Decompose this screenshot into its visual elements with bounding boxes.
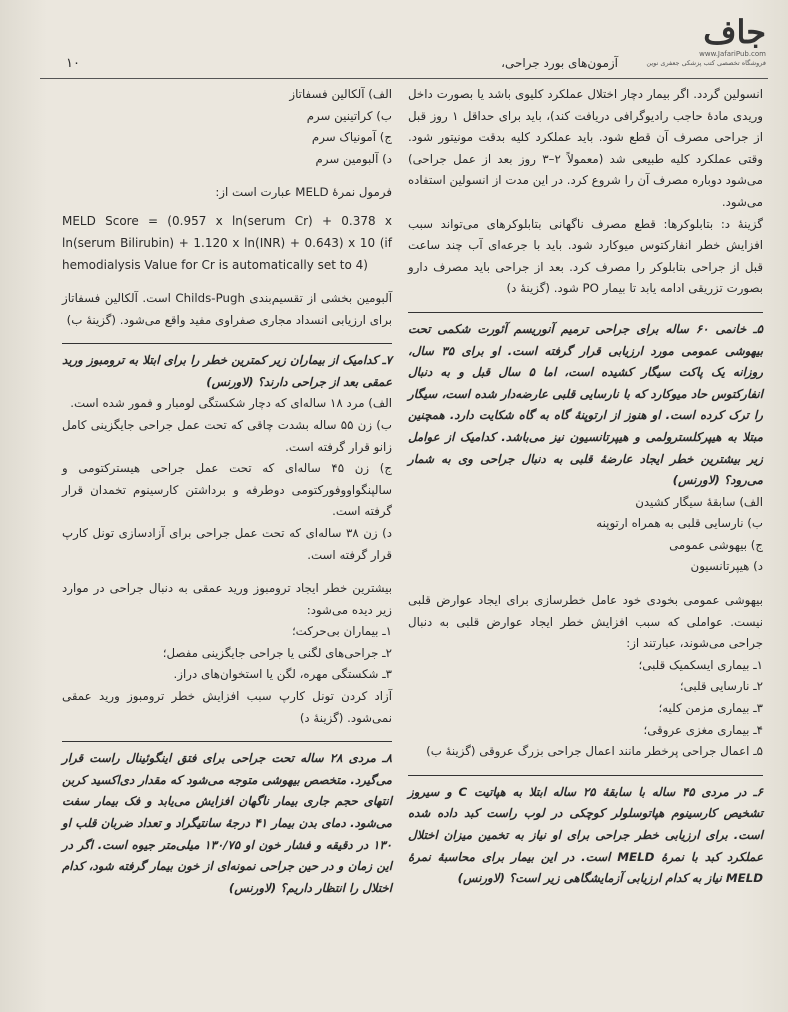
header-rule [40,78,768,79]
q6-option-b: ب) کراتینین سرم [306,108,392,123]
meld-formula-intro: فرمول نمرهٔ MELD عبارت است از: [215,185,392,200]
q5-answer-item: ۵ـ اعمال جراحی پرخطر مانند اعمال جراحی بزرگ عروقی (گزینهٔ ب) [426,744,763,759]
q6-answer: آلبومین بخشی از تقسیم‌بندی Childs-Pugh است. آلکالین فسفاتاز برای ارزیابی انسداد مجاری صفراوی مفید واقع می‌شود. (گزینهٔ ب) [62,290,392,327]
meld-formula: MELD Score = (0.957 x ln(serum Cr) + 0.378 x ln(serum Bilirubin) + 1.120 x ln(INR) + 0.643) x 10 (if hemodialysis Value for Cr is automatically set to 4) [62,213,392,272]
q7-option-d: د) زن ۳۸ ساله‌ای که تحت عمل جراحی برای آزادسازی تونل کارپ قرار گرفته است. [62,525,392,562]
q7-answer-end: آزاد کردن تونل کارپ سبب افزایش خطر ترومبوز ورید عمقی نمی‌شود. (گزینهٔ د) [62,689,392,725]
q6-option-a: الف) آلکالین فسفاتاز [289,87,392,101]
q6-option-d: د) آلبومین سرم [315,151,392,166]
q6-option-c: ج) آمونیاک سرم [311,130,392,145]
question-separator [408,775,763,776]
question-6: ۶ـ در مردی ۴۵ ساله با سابقهٔ ۲۵ ساله ابتلا به هپاتیت C و سیروز تشخیص کارسینوم هپاتوسلولر کوچکی در لوب راست کبد داده شده است. برای ارزیابی خطر جراحی برای او نیاز به تخمین میزان اختلال عملکرد کبد با نمرهٔ MELD است. در این بیمار برای محاسبهٔ نمرهٔ MELD نیاز به کدام ارزیابی آزمایشگاهی زیر است؟ (لاورنس) [408,784,763,886]
q7-option-c: ج) زن ۴۵ ساله‌ای که تحت عمل جراحی هیسترکتومی و سالپنگواووفورکتومی دوطرفه و برداشتن کارسینوم تخمدان قرار گرفته است. [62,461,392,519]
question-separator [62,741,392,742]
left-column [62,84,392,899]
logo-mark: جاف [703,13,766,51]
right-column [408,84,763,890]
q5-answer-item: ۴ـ بیماری مغزی عروقی؛ [643,722,763,737]
q5-answer-item: ۲ـ نارسایی قلبی؛ [679,679,763,694]
q7-answer-item: ۱ـ بیماران بی‌حرکت؛ [291,624,392,639]
page-header [40,10,768,80]
answer4-continued: انسولین گردد. اگر بیمار دچار اختلال عملکرد کلیوی باشد یا بصورت داخل وریدی مادهٔ حاجب رادیوگرافی دریافت کند)، باید برای حداقل ۱ روز قبل از جراحی مصرف آن قطع شود. باید عملکرد کلیه بدقت مونیتور شود. وقتی عملکرد کلیه طبیعی شد (معمولاً ۲–۳ روز بعد از عمل جراحی) می‌شود دوباره مصرف آن را شروع کرد. در این مدت از انسولین استفاده می‌شود. [408,87,763,209]
logo-store-name: فروشگاه تخصصی کتب پزشکی جعفری نوین [646,59,766,67]
q7-answer-item: ۳ـ شکستگی مهره، لگن یا استخوان‌های دراز. [173,667,392,682]
page-number: ۱۰ [66,56,80,71]
q5-answer-intro: بیهوشی عمومی بخودی خود عامل خطرسازی برای ایجاد عوارض قلبی نیست. عواملی که سبب افزایش خطر ایجاد عوارض قلبی به دنبال جراحی می‌شوند، عبارتند از: [408,593,763,651]
question-separator [62,343,392,344]
question-8: ۸ـ مردی ۲۸ ساله تحت جراحی برای فتق اینگوئینال راست قرار می‌گیرد. متخصص بیهوشی متوجه می‌شود که مقدار دی‌اکسید کربن انتهای حجم جاری بیمار ناگهان افزایش می‌یابد و فک بیمار سفت می‌شود. دمای بدن بیمار ۴۱ درجهٔ سانتیگراد و تعداد ضربان قلب او ۱۳۰ در دقیقه و فشار خون او ۱۳۰/۷۵ میلی‌متر جیوه است. اگر در این زمان و در حین جراحی نمونه‌ای از خون بیمار گرفته شود، کدام اختلال را انتظار داریم؟ (لاورنس) [62,751,393,895]
logo-website: www.JafariPub.com [699,50,766,58]
running-title: آزمون‌های بورد جراحی، [501,56,618,70]
q7-option-a: الف) مرد ۱۸ ساله‌ای که دچار شکستگی لومبار و فمور شده است. [70,396,392,411]
q5-option-d: د) هیپرتانسیون [690,559,763,574]
answer4-option-d: گزینهٔ د: بتابلوکرها: قطع مصرف ناگهانی بتابلوکرهای می‌تواند سبب افزایش خطر انفارکتوس میوکارد شود. باید با جرعه‌ای آب چند ساعت قبل از جراحی بتابلوکر را مصرف کرد. بعد از جراحی باید مصرف دارو بصورت تزریقی ادامه یابد تا بیمار PO شود. (گزینهٔ د) [408,216,763,296]
publisher-logo [626,14,766,76]
q5-option-b: ب) نارسایی قلبی به همراه ارتوپنه [596,516,763,531]
q5-answer-item: ۳ـ بیماری مزمن کلیه؛ [658,701,763,716]
q7-answer-item: ۲ـ جراحی‌های لگنی یا جراحی جایگزینی مفصل؛ [162,645,392,660]
q5-answer-item: ۱ـ بیماری ایسکمیک قلبی؛ [638,657,763,672]
question-separator [408,312,763,313]
q5-option-c: ج) بیهوشی عمومی [669,537,763,552]
q5-option-a: الف) سابقهٔ سیگار کشیدن [635,494,763,509]
question-7: ۷ـ کدامیک از بیماران زیر کمترین خطر را برای ابتلا به ترومبوز ورید عمقی بعد از جراحی دارند؟ (لاورنس) [62,353,392,389]
q7-answer-intro: بیشترین خطر ایجاد ترومبوز ورید عمقی به دنبال جراحی در موارد زیر دیده می‌شود: [62,581,392,617]
question-5: ۵ـ خانمی ۶۰ ساله برای جراحی ترمیم آنوریسم آئورت شکمی تحت بیهوشی عمومی مورد ارزیابی قرار گرفته است. او برای ۳۵ سال، روزانه یک پاکت سیگار کشیده است، اما ۵ سال قبل و به دنبال انفارکتوس حاد میوکارد که با نارسایی قلبی عارضه‌دار شده است، سیگار را ترک کرده است. او هنوز از ارتوپنهٔ گاه به گاه شکایت دارد. همچنین مبتلا به هیپرکلسترولمی و هیپرتانسیون نیز می‌باشد. کدامیک از عوامل زیر بیشترین خطر ایجاد عارضهٔ قلبی به دنبال جراحی وی به شمار می‌رود؟ (لاورنس) [408,321,763,488]
q7-option-b: ب) زن ۵۵ ساله بشدت چاقی که تحت عمل جراحی جایگزینی کامل زانو قرار گرفته است. [62,417,392,454]
